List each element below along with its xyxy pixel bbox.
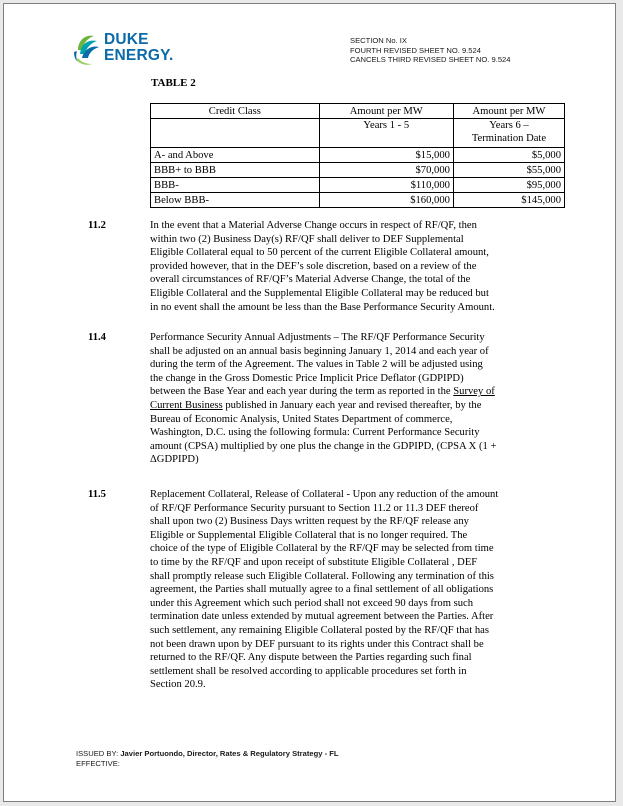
- issued-by-value: Javier Portuondo, Director, Rates & Regulatory Strategy - FL: [120, 749, 339, 758]
- text-span: published in January each year and revised thereafter, by the: [222, 399, 482, 411]
- text-line: within two (2) Business Day(s) RF/QF shall deliver to DEF Supplemental: [150, 233, 464, 245]
- logo-line-1: DUKE: [104, 31, 149, 48]
- effective-label: EFFECTIVE:: [76, 758, 120, 768]
- amount-years-6-cell: $95,000: [453, 178, 564, 193]
- text-line: during the term of the Agreement. The values in Table 2 will be adjusted using: [150, 359, 483, 371]
- table-row: [151, 193, 565, 208]
- section-text: [150, 219, 570, 314]
- subheader-termination-date: Termination Date: [471, 133, 547, 144]
- credit-class-cell: BBB-: [151, 178, 320, 193]
- text-line: Bureau of Economic Analysis, United States Department of commerce,: [150, 413, 453, 425]
- credit-class-cell: BBB+ to BBB: [151, 163, 320, 178]
- table-row: [151, 178, 565, 193]
- table-row: [151, 163, 565, 178]
- section-number: SECTION No. IX: [350, 36, 407, 45]
- duke-energy-logo: [72, 28, 192, 72]
- text-span: between the Base Year and each year during the term as reported in the: [150, 386, 454, 398]
- text-line: provided however, that in the DEF’s sole discretion, based on a review of the: [150, 260, 477, 272]
- text-line: settlement shall be resolved according to applicable procedures set forth in: [150, 665, 467, 677]
- text-line: Section 20.9.: [150, 679, 206, 691]
- issued-by-line: [76, 749, 339, 759]
- text-line: of RF/QF Performance Security pursuant to Section 11.2 or 11.3 DEF thereof: [150, 502, 479, 514]
- section-text: [150, 488, 570, 692]
- section-number: 11.5: [88, 489, 106, 500]
- text-line: returned to the RF/QF. Any dispute between the Parties regarding such final: [150, 652, 472, 664]
- table-header-row: [151, 104, 565, 119]
- text-line: shall upon two (2) Business Days written request by the RF/QF release any: [150, 516, 469, 528]
- subheader-empty: [151, 119, 320, 148]
- table-row: [151, 148, 565, 163]
- text-line: shall be adjusted on an annual basis beginning January 1, 2014 and each year of: [150, 345, 489, 357]
- table-subheader-row: [151, 119, 565, 148]
- footer: [76, 749, 339, 768]
- section-number: 11.2: [88, 220, 106, 231]
- text-line: in no event shall the amount be less than the Base Performance Security Amount.: [150, 301, 495, 313]
- amount-years-6-cell: $145,000: [453, 193, 564, 208]
- table-title: TABLE 2: [151, 77, 196, 89]
- text-line: under this Agreement which such period shall not exceed 90 days from such: [150, 597, 474, 609]
- text-line: termination date unless extended by mutual agreement between the Parties. After: [150, 611, 494, 623]
- text-line: Eligible Collateral and the Supplemental Eligible Collateral may be reduced but: [150, 287, 489, 299]
- amount-years-1-5-cell: $110,000: [319, 178, 453, 193]
- credit-class-cell: A- and Above: [151, 148, 320, 163]
- text-line: Washington, D.C. using the following formula: Current Performance Security: [150, 427, 480, 439]
- survey-title-part-2: Current Business: [150, 399, 223, 411]
- amount-years-6-cell: $5,000: [453, 148, 564, 163]
- text-line: shall promptly release such Eligible Collateral. Following any termination of this: [150, 570, 494, 582]
- text-line: Replacement Collateral, Release of Collateral - Upon any reduction of the amount: [150, 489, 499, 500]
- text-line: agreement, the Parties shall mutually agree to a final settlement of all obligations: [150, 584, 494, 596]
- text-line: In the event that a Material Adverse Change occurs in respect of RF/QF, then: [150, 220, 477, 231]
- credit-class-cell: Below BBB-: [151, 193, 320, 208]
- duke-energy-mark-icon: [72, 30, 102, 68]
- header-amount-years-1-5: Amount per MW: [319, 104, 453, 119]
- sheet-info: [350, 36, 511, 65]
- header-credit-class: Credit Class: [151, 104, 320, 119]
- text-line: [150, 385, 570, 399]
- text-line: Eligible Collateral equal to 50 percent of the current Eligible Collateral amount,: [150, 247, 489, 259]
- text-line: Performance Security Annual Adjustments – The RF/QF Performance Security: [150, 332, 485, 343]
- amount-years-1-5-cell: $15,000: [319, 148, 453, 163]
- section-text: [150, 331, 570, 467]
- subheader-years-6: Years 6 –: [489, 120, 529, 131]
- text-line: ΔGDPIPD): [150, 454, 199, 466]
- sheet-number: FOURTH REVISED SHEET NO. 9.524: [350, 45, 481, 55]
- logo-line-2: ENERGY.: [104, 47, 174, 64]
- survey-title-part-1: Survey of: [453, 386, 495, 398]
- text-line: amount (CPSA) multiplied by one plus the change in the GDPIPD, (CPSA X (1 +: [150, 440, 497, 452]
- text-line: overall circumstances of RF/QF’s Material Adverse Change, the total of the: [150, 274, 471, 286]
- amount-years-1-5-cell: $160,000: [319, 193, 453, 208]
- cancels-sheet: CANCELS THIRD REVISED SHEET NO. 9.524: [350, 55, 511, 65]
- logo-wordmark: [104, 32, 173, 64]
- text-line: choice of the type of Eligible Collateral by the RF/QF may be selected from time: [150, 543, 494, 555]
- document-page: [3, 3, 616, 802]
- text-line: not been drawn upon by DEF pursuant to its rights under this Contract shall be: [150, 638, 484, 650]
- issued-by-label: ISSUED BY:: [76, 749, 119, 758]
- text-line: to time by the RF/QF and upon receipt of substitute Eligible Collateral , DEF: [150, 556, 478, 568]
- header-amount-years-6: Amount per MW: [453, 104, 564, 119]
- text-line: such settlement, any remaining Eligible Collateral posted by the RF/QF that has: [150, 624, 489, 636]
- amount-years-6-cell: $55,000: [453, 163, 564, 178]
- subheader-years-6-termination: [453, 119, 564, 148]
- text-line: [150, 399, 570, 413]
- text-line: the change in the Gross Domestic Price Implicit Price Deflator (GDPIPD): [150, 372, 464, 384]
- subheader-years-1-5: Years 1 - 5: [319, 119, 453, 148]
- credit-class-table: [150, 103, 565, 208]
- text-line: Eligible or Supplemental Eligible Collateral that is no longer required. The: [150, 529, 468, 541]
- amount-years-1-5-cell: $70,000: [319, 163, 453, 178]
- section-number: 11.4: [88, 332, 106, 343]
